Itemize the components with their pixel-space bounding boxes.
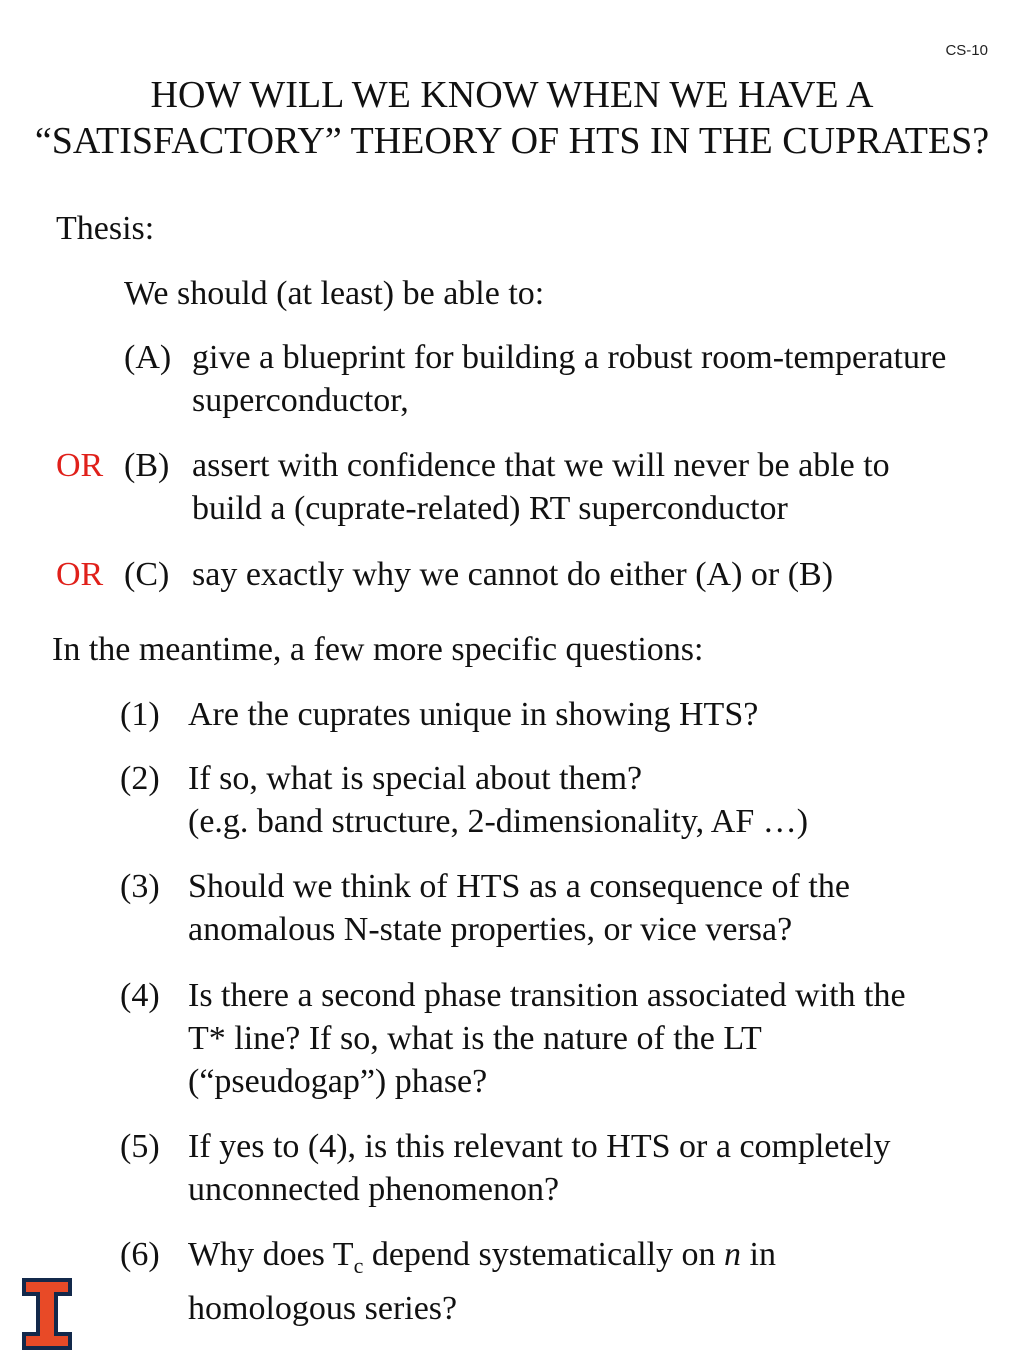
page-title: [0, 72, 1024, 164]
question-line: If so, what is special about them?: [188, 760, 643, 797]
thesis-item-line: build a (cuprate-related) RT superconductor: [192, 490, 788, 527]
thesis-item-text: [192, 553, 833, 596]
question-text: [188, 1125, 891, 1211]
thesis-item-line: superconductor,: [192, 382, 409, 419]
title-line-1: HOW WILL WE KNOW WHEN WE HAVE A: [150, 74, 874, 116]
question-line: Should we think of HTS as a consequence of the: [188, 868, 850, 905]
question-line: T* line? If so, what is the nature of the LT: [188, 1020, 762, 1057]
question-line: unconnected phenomenon?: [188, 1171, 560, 1208]
question-text: [188, 693, 758, 736]
question-text: [188, 1233, 776, 1330]
question-label: (5): [120, 1128, 160, 1165]
question-line: (“pseudogap”) phase?: [188, 1063, 488, 1100]
or-label: OR: [56, 447, 104, 484]
thesis-item-line: assert with confidence that we will never be able to: [192, 447, 890, 484]
question-label: (6): [120, 1236, 160, 1273]
thesis-item-text: [192, 444, 890, 530]
or-label: OR: [56, 556, 104, 593]
question-line: anomalous N-state properties, or vice versa?: [188, 911, 793, 948]
question-line-mid: depend systematically on: [363, 1236, 725, 1273]
question-label: (3): [120, 868, 160, 905]
thesis-heading: Thesis:: [56, 210, 155, 247]
thesis-item-label: (C): [124, 556, 170, 593]
question-text: [188, 757, 808, 843]
thesis-item-text: [192, 336, 946, 422]
question-line: Are the cuprates unique in showing HTS?: [188, 696, 759, 733]
slide-number: CS-10: [945, 42, 988, 59]
question-line-suffix: in: [741, 1236, 776, 1273]
question-text: [188, 974, 906, 1103]
question-label: (4): [120, 977, 160, 1014]
thesis-item-line: give a blueprint for building a robust room-temperature: [192, 339, 947, 376]
question-label: (1): [120, 696, 160, 733]
question-text: [188, 865, 850, 951]
illinois-block-i-icon: [22, 1278, 72, 1350]
question-label: (2): [120, 760, 160, 797]
tc-subscript: c: [353, 1253, 364, 1278]
question-line: Is there a second phase transition associated with the: [188, 977, 906, 1014]
question-line: (e.g. band structure, 2-dimensionality, AF …): [188, 803, 809, 840]
title-line-2: “SATISFACTORY” THEORY OF HTS IN THE CUPRATES?: [34, 120, 990, 162]
question-line: If yes to (4), is this relevant to HTS or a completely: [188, 1128, 891, 1165]
thesis-item-label: (A): [124, 339, 172, 376]
question-line-prefix: Why does T: [188, 1236, 354, 1273]
questions-heading: In the meantime, a few more specific questions:: [52, 631, 704, 668]
question-line: homologous series?: [188, 1290, 458, 1327]
question-line: [188, 1233, 776, 1287]
thesis-intro: We should (at least) be able to:: [124, 275, 545, 312]
thesis-item-line: say exactly why we cannot do either (A) or (B): [192, 556, 834, 593]
n-variable: n: [724, 1236, 742, 1273]
thesis-item-label: (B): [124, 447, 170, 484]
